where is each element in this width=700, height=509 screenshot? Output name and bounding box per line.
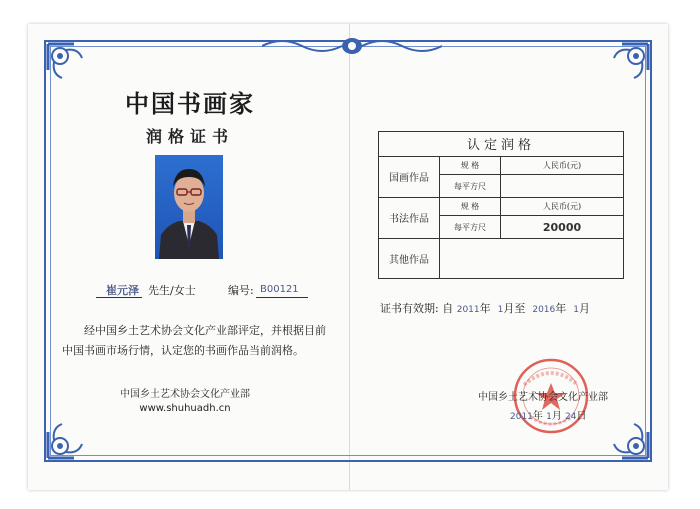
issue-month: 1: [546, 412, 552, 422]
table-title: 认定润格: [379, 132, 624, 157]
certificate-number: B00121: [260, 284, 299, 295]
corner-ornament-icon: [606, 416, 652, 462]
to-year: 2016: [532, 305, 556, 315]
certificate-subtitle: 润格证书: [145, 127, 234, 146]
salutation-label: 先生/女士: [148, 284, 196, 297]
name-underline: [96, 297, 142, 298]
price-table: [378, 131, 624, 279]
per-square-label: 每平方尺: [440, 175, 501, 198]
guohua-price: [501, 175, 624, 198]
category-other: 其他作品: [379, 238, 440, 278]
recipient-name: 崔元泽: [106, 284, 139, 297]
validity-from: 自: [442, 302, 454, 315]
currency-header: 人民币(元): [501, 156, 624, 174]
person-portrait-icon: [155, 155, 223, 259]
month-char: 月: [579, 302, 590, 315]
corner-ornament-icon: [606, 40, 652, 86]
issue-date: [510, 407, 586, 422]
year-char: 年: [479, 302, 491, 315]
issue-year: 2011: [510, 412, 533, 422]
from-month: 1: [497, 305, 504, 315]
top-center-ornament-icon: [262, 36, 442, 56]
to-month: 1: [573, 305, 579, 315]
website-text: www.shuhuadh.cn: [139, 403, 231, 414]
paragraph-line-1: 经中国乡土艺术协会文化产业部评定，并根据目前: [84, 324, 326, 337]
issue-month-char: 月: [551, 411, 562, 422]
issue-year-char: 年: [532, 411, 543, 422]
currency-header: 人民币(元): [501, 197, 624, 215]
calligraphy-price: 20000: [501, 216, 624, 239]
certificate-title: 中国书画家: [125, 89, 255, 118]
issue-day: 24: [565, 412, 577, 422]
corner-ornament-icon: [44, 40, 90, 86]
spec-header: 规 格: [440, 156, 501, 174]
per-square-label: 每平方尺: [440, 216, 501, 239]
category-calligraphy: 书法作品: [379, 197, 440, 238]
spec-header: 规 格: [440, 197, 501, 215]
paragraph-line-2: 中国书画市场行情，认定您的书画作品当前润格。: [62, 344, 304, 357]
validity-label: 证书有效期:: [380, 302, 439, 315]
number-label: 编号:: [228, 284, 254, 297]
issue-day-char: 日: [576, 411, 587, 422]
category-guohua: 国画作品: [379, 156, 440, 197]
issuing-org-left: 中国乡土艺术协会文化产业部: [120, 389, 250, 400]
validity-line: [380, 300, 590, 316]
month-to: 月至: [503, 302, 526, 315]
corner-ornament-icon: [44, 416, 90, 462]
from-year: 2011: [456, 305, 480, 315]
year-char: 年: [555, 302, 567, 315]
issuing-org-right: 中国乡土艺术协会文化产业部: [478, 392, 608, 403]
portrait-photo: [155, 155, 223, 259]
number-underline: [256, 297, 308, 298]
other-price: [440, 238, 624, 278]
